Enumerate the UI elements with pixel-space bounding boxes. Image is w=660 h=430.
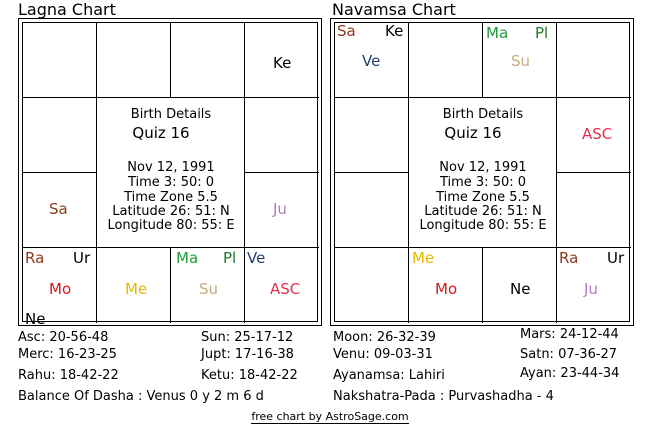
ayanamsa: Ayanamsa: Lahiri xyxy=(333,368,445,383)
navamsa-latitude: Latitude 26: 51: N xyxy=(424,204,542,219)
navamsa-chart xyxy=(330,18,634,326)
sun-degree: Sun: 25-17-12 xyxy=(201,330,294,345)
lagna-planet-mo: Mo xyxy=(49,280,72,298)
lagna-planet-sa: Sa xyxy=(49,200,68,218)
navamsa-planet-ma: Ma xyxy=(486,24,509,42)
satn-degree: Satn: 07-36-27 xyxy=(520,347,618,362)
lagna-house-7 xyxy=(171,248,245,323)
navamsa-planet-mo: Mo xyxy=(435,280,458,298)
lagna-house-10 xyxy=(23,173,97,248)
lagna-planet-ju: Ju xyxy=(273,200,287,218)
footer-credit xyxy=(0,410,660,423)
lagna-planet-ne: Ne xyxy=(25,310,46,328)
navamsa-house-4 xyxy=(557,98,631,173)
navamsa-house-7 xyxy=(483,248,557,323)
lagna-longitude: Longitude 80: 55: E xyxy=(107,218,235,233)
navamsa-birth-heading: Birth Details xyxy=(442,107,524,122)
lagna-planet-pl: Pl xyxy=(223,249,237,267)
lagna-chart-name: Quiz 16 xyxy=(132,124,190,142)
navamsa-house-8 xyxy=(409,248,483,323)
ketu-degree: Ketu: 18-42-22 xyxy=(201,368,298,383)
lagna-birth-time: Time 3: 50: 0 xyxy=(127,175,215,190)
lagna-planet-su: Su xyxy=(199,280,219,298)
navamsa-house-9 xyxy=(335,248,409,323)
navamsa-longitude: Longitude 80: 55: E xyxy=(419,218,547,233)
navamsa-planet-ra: Ra xyxy=(559,249,579,267)
navamsa-planet-pl: Pl xyxy=(535,24,549,42)
navamsa-house-2 xyxy=(483,23,557,98)
lagna-house-2 xyxy=(171,23,245,98)
navamsa-planet-me: Me xyxy=(412,249,435,267)
lagna-planet-ur: Ur xyxy=(73,249,91,267)
lagna-time-zone: Time Zone 5.5 xyxy=(124,190,218,205)
lagna-house-8 xyxy=(97,248,171,323)
lagna-house-12 xyxy=(23,23,97,98)
lagna-house-11 xyxy=(23,98,97,173)
navamsa-birth-details xyxy=(409,98,557,248)
lagna-birth-details xyxy=(97,98,245,248)
asc-degree: Asc: 20-56-48 xyxy=(18,330,109,345)
lagna-grid xyxy=(22,22,318,328)
navamsa-house-6 xyxy=(557,248,631,323)
navamsa-birth-time: Time 3: 50: 0 xyxy=(439,175,527,190)
lagna-latitude: Latitude 26: 51: N xyxy=(112,204,230,219)
navamsa-planet-ne: Ne xyxy=(510,280,531,298)
lagna-planet-ra: Ra xyxy=(25,249,45,267)
merc-degree: Merc: 16-23-25 xyxy=(18,347,117,362)
navamsa-planet-ur: Ur xyxy=(607,249,625,267)
navamsa-planet-asc: ASC xyxy=(582,125,613,143)
navamsa-planet-ju: Ju xyxy=(584,280,598,298)
navamsa-planet-ke: Ke xyxy=(385,22,404,40)
navamsa-planet-su: Su xyxy=(511,52,531,70)
navamsa-house-12 xyxy=(335,23,409,98)
moon-degree: Moon: 26-32-39 xyxy=(333,330,436,345)
navamsa-time-zone: Time Zone 5.5 xyxy=(436,190,530,205)
navamsa-chart-name: Quiz 16 xyxy=(444,124,502,142)
lagna-planet-asc: ASC xyxy=(270,280,301,298)
navamsa-house-5 xyxy=(557,173,631,248)
nakshatra-pada: Nakshatra-Pada : Purvashadha - 4 xyxy=(333,389,554,404)
lagna-house-4 xyxy=(245,98,319,173)
mars-degree: Mars: 24-12-44 xyxy=(520,327,619,342)
navamsa-house-1 xyxy=(409,23,483,98)
footer-link[interactable]: free chart by AstroSage.com xyxy=(251,410,409,423)
lagna-birth-heading: Birth Details xyxy=(130,107,212,122)
venu-degree: Venu: 09-03-31 xyxy=(333,347,433,362)
lagna-chart xyxy=(18,18,322,326)
dasha-balance: Balance Of Dasha : Venus 0 y 2 m 6 d xyxy=(18,389,264,404)
navamsa-house-10 xyxy=(335,173,409,248)
navamsa-planet-sa: Sa xyxy=(337,22,356,40)
ayan-degree: Ayan: 23-44-34 xyxy=(520,366,620,381)
lagna-house-5 xyxy=(245,173,319,248)
navamsa-house-11 xyxy=(335,98,409,173)
navamsa-grid xyxy=(334,22,630,322)
lagna-house-9 xyxy=(23,248,97,328)
lagna-house-3 xyxy=(245,23,319,98)
jupt-degree: Jupt: 17-16-38 xyxy=(201,347,294,362)
lagna-planet-ve: Ve xyxy=(247,249,266,267)
lagna-chart-title: Lagna Chart xyxy=(18,0,116,19)
navamsa-birth-date: Nov 12, 1991 xyxy=(439,160,527,175)
lagna-planet-ma: Ma xyxy=(176,249,199,267)
lagna-house-1 xyxy=(97,23,171,98)
lagna-planet-me: Me xyxy=(125,280,148,298)
navamsa-chart-title: Navamsa Chart xyxy=(332,0,456,19)
lagna-birth-date: Nov 12, 1991 xyxy=(127,160,215,175)
navamsa-planet-ve: Ve xyxy=(362,52,381,70)
lagna-house-6 xyxy=(245,248,319,323)
navamsa-house-3 xyxy=(557,23,631,98)
rahu-degree: Rahu: 18-42-22 xyxy=(18,368,119,383)
lagna-planet-ke: Ke xyxy=(273,54,292,72)
